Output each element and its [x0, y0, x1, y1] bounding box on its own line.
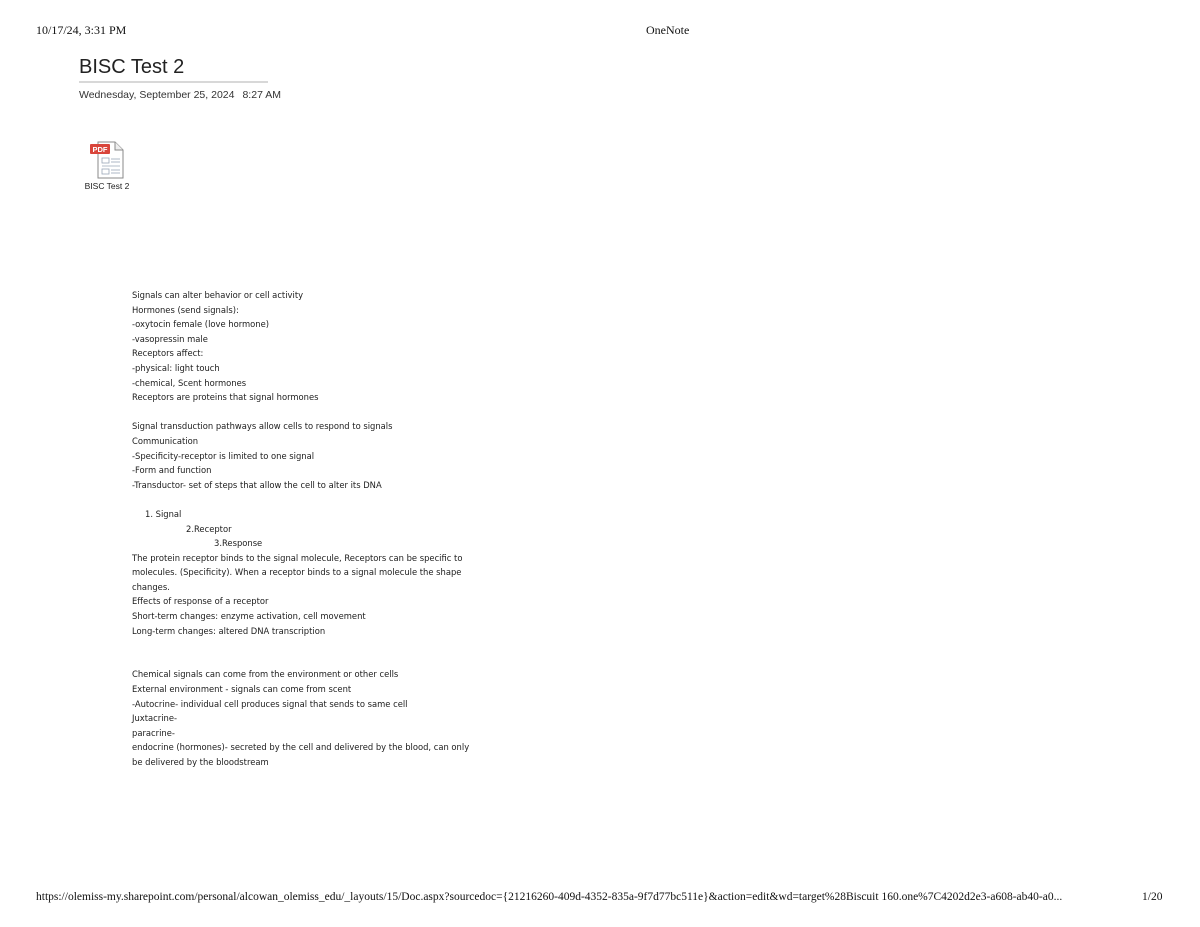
- note-line: Long-term changes: altered DNA transcription: [132, 625, 326, 636]
- page-date-time: 8:27 AM: [242, 89, 281, 101]
- note-list-item: 2.Receptor: [186, 523, 232, 534]
- note-line: changes.: [132, 581, 170, 592]
- note-body[interactable]: [132, 288, 512, 770]
- note-line: -Transductor- set of steps that allow the cell to alter its DNA: [132, 479, 382, 490]
- note-list-item: 3.Response: [214, 538, 263, 549]
- print-footer-url: https://olemiss-my.sharepoint.com/personal/alcowan_olemiss_edu/_layouts/15/Doc.aspx?sourcedoc={21216260-409d-4352-835a-9f7d77bc511e}&action=edit&wd=target%28Biscuit 160.one%7C4202d2e3-a608-ab40-a0...: [36, 891, 1063, 903]
- note-line: -oxytocin female (love hormone): [132, 319, 270, 330]
- page-title[interactable]: BISC Test 2: [79, 56, 268, 83]
- note-line: Effects of response of a receptor: [132, 596, 269, 607]
- note-line: Receptors affect:: [132, 348, 204, 359]
- note-line: -Specificity-receptor is limited to one signal: [132, 450, 315, 461]
- attachment-label: BISC Test 2: [84, 181, 130, 191]
- note-line: Chemical signals can come from the environment or other cells: [132, 669, 399, 680]
- note-line: The protein receptor binds to the signal molecule, Receptors can be specific to: [132, 552, 463, 563]
- note-line: paracrine-: [132, 727, 175, 738]
- pdf-attachment[interactable]: [80, 140, 134, 191]
- page-date-day: Wednesday, September 25, 2024: [79, 89, 235, 101]
- note-line: Short-term changes: enzyme activation, cell movement: [132, 611, 366, 622]
- note-line: molecules. (Specificity). When a receptor binds to a signal molecule the shape: [132, 567, 462, 578]
- note-line: -physical: light touch: [132, 362, 220, 373]
- note-line: Hormones (send signals):: [132, 304, 239, 315]
- page-date: [79, 89, 281, 101]
- note-line: Signals can alter behavior or cell activity: [132, 290, 304, 300]
- print-header-datetime: 10/17/24, 3:31 PM: [36, 23, 127, 37]
- note-line: -Form and function: [132, 465, 212, 476]
- pdf-file-icon: [89, 140, 125, 180]
- note-line: -chemical, Scent hormones: [132, 377, 247, 388]
- note-line: Juxtacrine-: [132, 713, 178, 724]
- note-line: be delivered by the bloodstream: [132, 757, 269, 767]
- note-line: endocrine (hormones)- secreted by the cell and delivered by the blood, can only: [132, 742, 470, 753]
- print-header-app-name: OneNote: [646, 23, 690, 37]
- note-list-item: 1. Signal: [145, 508, 182, 519]
- note-line: -Autocrine- individual cell produces signal that sends to same cell: [132, 698, 408, 709]
- note-line: Receptors are proteins that signal hormones: [132, 392, 319, 403]
- pdf-badge-text: PDF: [92, 145, 108, 154]
- note-line: External environment - signals can come from scent: [132, 684, 352, 695]
- print-footer-page-number: 1/20: [1142, 891, 1163, 903]
- note-line: -vasopressin male: [132, 333, 208, 344]
- note-line: Signal transduction pathways allow cells to respond to signals: [132, 421, 393, 432]
- note-line: Communication: [132, 435, 199, 446]
